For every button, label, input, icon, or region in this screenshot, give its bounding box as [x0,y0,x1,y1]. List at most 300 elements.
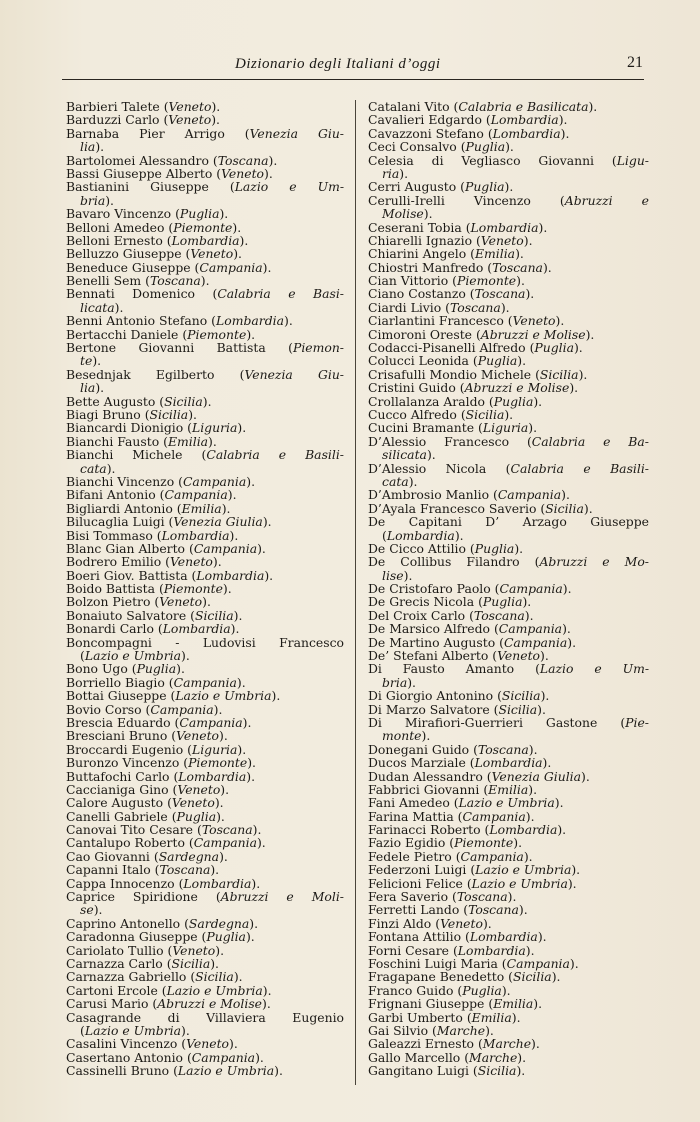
entry-line: Cucco Alfredo (Sicilia). [368,406,514,422]
entry-region: Campania [193,835,257,851]
directory-entry [66,622,344,635]
entry-line: Felicioni Felice (Lazio e Umbria). [368,875,577,891]
directory-entry [368,877,649,890]
entry-line: Bette Augusto (Sicilia). [66,393,212,409]
entry-line: Bigliardi Antonio (Emilia). [66,500,231,516]
entry-name: De Grecis Nicola [368,594,475,610]
entry-region: te [80,353,93,369]
entry-line: Bastianini Giuseppe (Lazio e Um- [66,179,345,195]
entry-region: Veneto [168,99,212,114]
directory-entry [368,890,649,903]
directory-entry [368,756,649,769]
entry-name: Buronzo Vincenzo [66,755,180,771]
entry-region: Veneto [172,942,216,958]
entry-name: Bavaro Vincenzo [66,206,172,222]
entry-line: Barduzzi Carlo (Veneto). [66,112,220,128]
directory-entry [66,863,344,876]
entry-line: Boeri Giov. Battista (Lombardia). [66,567,274,583]
directory-entry [66,636,344,663]
entry-line: Del Croix Carlo (Toscana). [368,607,534,623]
entry-line: Buronzo Vincenzo (Piemonte). [66,755,256,771]
directory-entry [368,354,649,367]
directory-entry [368,636,649,649]
entry-line: Besednjak Egilberto (Venezia Giu- [66,366,344,382]
entry-line: D’Alessio Francesco (Calabria e Ba- [368,433,649,449]
directory-entry [368,944,649,957]
entry-name: Carnazza Gabriello [66,969,187,985]
directory-entry [66,917,344,930]
entry-region: Campania [503,634,568,650]
entry-name: Ferretti Lando [368,902,460,918]
directory-entry [368,622,649,635]
entry-line: Ciarlantini Francesco (Veneto). [368,313,565,329]
directory-entry [368,247,649,260]
entry-name: Bianchi Vincenzo [66,473,175,489]
entry-line: Calore Augusto (Veneto). [66,795,224,811]
entry-region: Toscana [159,862,211,878]
entry-line: cata). [80,460,116,476]
entry-line: Ceserani Tobia (Lombardia). [368,219,548,235]
directory-entry [368,609,649,622]
entry-line: Crisafulli Mondio Michele (Sicilia). [368,366,588,382]
entry-line [368,515,649,528]
left-column [66,100,344,1078]
entry-name: Finzi Aldo [368,915,432,931]
directory-entry [66,595,344,608]
entry-region: Sicilia [194,607,234,623]
entry-name: Crisafulli Mondio Michele [368,366,532,382]
entry-line: Bennati Domenico (Calabria e Basi- [66,286,344,302]
directory-entry [66,930,344,943]
entry-line: Crollalanza Araldo (Puglia). [368,393,543,409]
entry-line: Bartolomei Alessandro (Toscana). [66,152,278,168]
entry-name: Belloni Ernesto [66,232,163,248]
entry-region: Sicilia [513,969,552,985]
entry-name: Colucci Leonida [368,353,469,369]
entry-name: Carusi Mario [66,996,149,1012]
entry-name: Ceci Consalvo [368,139,457,155]
entry-name: Boido Battista [66,581,155,597]
entry-name: Bassi Giuseppe Alberto [66,165,213,181]
directory-entry [66,783,344,796]
entry-region: Toscana [456,889,508,905]
entry-line: Bonaiuto Salvatore (Sicilia). [66,607,243,623]
entry-line: Caprino Antonello (Sardegna). [66,915,259,931]
entry-region: bria [80,192,106,208]
directory-entry [368,595,649,608]
entry-region: Toscana [201,822,253,838]
entry-region: Toscana [492,259,543,275]
directory-entry [368,716,649,743]
directory-entry [368,421,649,434]
entry-name: Casalini Vincenzo [66,1036,178,1052]
entry-name: Biagi Bruno [66,406,141,422]
entry-line [66,1011,344,1024]
entry-region: Piemon- [292,340,344,356]
entry-line: Caccianiga Gino (Veneto). [66,781,230,797]
entry-line: Benni Antonio Stefano (Lombardia). [66,313,293,329]
entry-region: Marche [469,1049,518,1065]
entry-line: Donegani Guido (Toscana). [368,741,538,757]
entry-name: Barnaba Pier Arrigo [66,125,225,141]
entry-region: Calabria e Basili- [206,447,344,463]
entry-line: Codacci-Pisanelli Alfredo (Puglia). [368,340,583,356]
entry-line: Cao Giovanni (Sardegna). [66,848,228,864]
directory-entry [66,1011,344,1038]
entry-name: Brescia Eduardo [66,714,171,730]
entry-line: Bono Ugo (Puglia). [66,661,185,677]
directory-entry [66,448,344,475]
directory-entry [66,890,344,917]
directory-entry [368,127,649,140]
entry-name: Bianchi Fausto [66,433,160,449]
entry-line: Canovai Tito Cesare (Toscana). [66,822,262,838]
entry-name: Frignani Giuseppe [368,996,485,1012]
entry-name: Bresciani Bruno [66,728,168,744]
entry-region: lia [80,380,96,396]
entry-region: Sicilia [195,969,234,985]
directory-entry [368,274,649,287]
entry-region: Abruzzi e Molise [157,996,263,1012]
entry-region: Veneto [168,112,212,128]
entry-region: Veneto [171,795,215,811]
entry-name: Cantalupo Roberto [66,835,185,851]
entry-name: Casertano Antonio [66,1049,183,1065]
entry-name: Del Croix Carlo [368,607,466,623]
directory-entry [66,247,344,260]
entry-name: Ceserani Tobia [368,219,462,235]
entry-line: Biagi Bruno (Sicilia). [66,406,197,422]
entry-region: Emilia [488,781,529,797]
entry-line: Bianchi Michele (Calabria e Basili- [66,447,344,463]
entry-line: Carusi Mario (Abruzzi e Molise). [66,996,271,1012]
directory-entry [368,395,649,408]
directory-entry [66,100,344,113]
entry-line: bria). [382,674,416,690]
directory-entry [66,113,344,126]
entry-name: Besednjak Egilberto [66,366,215,382]
entry-region: Pie- [625,714,649,730]
entry-name: Bette Augusto [66,393,156,409]
directory-entry [368,649,649,662]
directory-entry [368,703,649,716]
entry-name: Farina Mattia [368,808,454,824]
entry-line: Fera Saverio (Toscana). [368,889,517,905]
entry-name: Fera Saverio [368,889,449,905]
entry-line: Colucci Leonida (Puglia). [368,353,527,369]
entry-region: Sicilia [545,500,584,516]
directory-entry [368,997,649,1010]
entry-region: Puglia [462,982,502,998]
entry-name: Chiarini Angelo [368,246,467,262]
directory-entry [66,502,344,515]
directory-entry [66,154,344,167]
entry-name: D’Alessio Francesco [368,433,510,449]
directory-entry [368,743,649,756]
entry-name: Chiostri Manfredo [368,259,484,275]
entry-line: Ferretti Lando (Toscana). [368,902,528,918]
entry-name: Belloni Amedeo [66,219,165,235]
entry-line: licata). [80,299,124,315]
entry-name: Barbieri Talete [66,99,160,114]
entry-line: Belloni Amedeo (Piemonte). [66,219,242,235]
entry-name: Beneduce Giuseppe [66,259,191,275]
directory-entry [368,903,649,916]
directory-entry [66,408,344,421]
entry-name: Cian Vittorio [368,273,449,289]
entry-line: Farina Mattia (Campania). [368,808,535,824]
entry-region: Toscana [149,273,201,289]
directory-entry [368,957,649,970]
entry-name: Canelli Gabriele [66,808,168,824]
entry-region: Veneto [480,232,524,248]
entry-line: De’ Stefani Alberto (Veneto). [368,648,549,664]
entry-name: Cerri Augusto [368,179,457,195]
directory-entry [66,877,344,890]
entry-line: ria). [382,165,409,181]
entry-line: lia). [80,139,105,155]
entry-name: Bianchi Michele [66,447,183,463]
entry-name: Cucco Alfredo [368,406,457,422]
entry-region: Puglia [465,139,506,155]
entry-line: Finzi Aldo (Veneto). [368,915,492,931]
entry-region: Abruzzi e Molise [464,380,570,396]
entry-line: Chiarini Angelo (Emilia). [368,246,524,262]
entry-line: lia). [80,380,105,396]
entry-line: De Cristofaro Paolo (Campania). [368,581,572,597]
directory-entry [66,368,344,395]
directory-entry [66,341,344,368]
entry-region: Campania [173,674,237,690]
entry-region: Puglia [464,179,505,195]
entry-line: te). [80,353,102,369]
directory-entry [368,970,649,983]
entry-line: Cassinelli Bruno (Lazio e Umbria). [66,1063,283,1079]
entry-region: Lazio e Umbria [84,1022,182,1038]
entry-name: Borriello Biagio [66,674,165,690]
entry-region: Sicilia [539,366,579,382]
directory-entry [368,408,649,421]
entry-name: Fani Amedeo [368,795,450,811]
entry-line: Belluzzo Giuseppe (Veneto). [66,246,242,262]
entry-name: Benni Antonio Stefano [66,313,208,329]
directory-entry [66,435,344,448]
directory-entry [66,1064,344,1077]
entry-region: Abruzzi e Mo- [539,554,649,570]
entry-line: Fabbrici Giovanni (Emilia). [368,781,538,797]
directory-entry [368,180,649,193]
entry-region: Toscana [449,299,501,315]
entry-line: Bertone Giovanni Battista (Piemon- [66,340,344,356]
entry-region: Abruzzi e Moli- [220,889,344,905]
entry-line: Cerulli-Irelli Vincenzo (Abruzzi e [368,192,650,208]
entry-region: Sardegna [188,915,250,931]
entry-line: Bifani Antonio (Campania). [66,487,237,503]
entry-region: Veneto [159,594,203,610]
entry-name: Cerulli-Irelli Vincenzo [368,192,531,208]
entry-region: Veneto [177,781,221,797]
entry-name: Biancardi Dionigio [66,420,184,436]
entry-name: Benelli Sem [66,273,142,289]
entry-name: Bastianini Giuseppe [66,179,209,195]
entry-region: Liguria [191,420,238,436]
entry-region: Puglia [474,540,515,556]
entry-name: Bovio Corso [66,701,142,717]
entry-region: Sicilia [498,701,538,717]
directory-entry [66,970,344,983]
entry-name: Cucini Bramante [368,420,475,436]
entry-region: Lombardia [457,942,526,958]
directory-entry [368,328,649,341]
directory-entry [66,689,344,702]
entry-region: Lombardia [196,567,265,583]
entry-region: Sicilia [171,956,211,971]
entry-name: Cao Giovanni [66,848,150,864]
entry-name: Bodrero Emilio [66,554,162,570]
entry-line: silicata). [382,447,436,463]
entry-name: Carnazza Carlo [66,956,163,971]
directory-entry [368,1037,649,1050]
entry-region: Campania [179,714,243,730]
entry-line: Forni Cesare (Lombardia). [368,942,535,958]
directory-entry [368,850,649,863]
directory-entry [368,381,649,394]
entry-region: Campania [498,621,563,637]
directory-entry [368,1051,649,1064]
entry-region: Lombardia [161,527,230,543]
entry-name: Farinacci Roberto [368,822,481,838]
directory-entry [368,689,649,702]
directory-entry [66,944,344,957]
entry-line: Cantalupo Roberto (Campania). [66,835,266,851]
directory-entry [66,475,344,488]
entry-name: Barduzzi Carlo [66,112,160,128]
entry-region: Sicilia [501,688,541,704]
directory-entry [368,194,649,221]
entry-line: Carnazza Gabriello (Sicilia). [66,969,243,985]
directory-entry [368,314,649,327]
entry-region: Veneto [170,554,213,570]
entry-line: Biancardi Dionigio (Liguria). [66,420,247,436]
entry-region: Veneto [186,1036,230,1052]
entry-line: Cerri Augusto (Puglia). [368,179,514,195]
entry-name: Bonardi Carlo [66,621,154,637]
entry-name: Bigliardi Antonio [66,500,173,516]
entry-region: Piemonte [163,581,223,597]
directory-entry [368,234,649,247]
entry-line: lise). [382,567,413,583]
directory-entry [368,154,649,181]
entry-region: Emilia [493,996,534,1012]
entry-name: Casagrande di Villaviera Eugenio [66,1009,344,1025]
entry-line: Foschini Luigi Maria (Campania). [368,956,579,971]
entry-line: Cristini Guido (Abruzzi e Molise). [368,380,579,396]
entry-region: se [80,902,94,918]
entry-region: Lazio e Umbria [175,688,272,704]
directory-entry [66,1051,344,1064]
entry-region: Lazio e Umbria [475,862,572,878]
entry-region: Lazio e Um- [234,179,345,195]
entry-name: Gai Silvio [368,1022,429,1038]
entry-region: Marche [436,1022,486,1038]
entry-line: Bonardi Carlo (Lombardia). [66,621,240,637]
entry-name: Bartolomei Alessandro [66,152,209,168]
entry-region: Lombardia [492,125,561,141]
entry-line: Bresciani Bruno (Veneto). [66,728,228,744]
entry-region: Puglia [482,594,523,610]
entry-region: Puglia [136,661,177,677]
entry-region: Liguria [482,420,529,436]
entry-region: Piemonte [454,835,514,851]
entry-region: Piemonte [188,755,248,771]
entry-line: Broccardi Eugenio (Liguria). [66,741,247,757]
directory-entry [368,502,649,515]
entry-region: Veneto [176,728,220,744]
entry-line: Garbi Umberto (Emilia). [368,1009,521,1025]
entry-line: Beneduce Giuseppe (Campania). [66,259,272,275]
entry-region: Liguria [191,741,238,757]
entry-region: Toscana [468,902,519,918]
directory-entry [66,515,344,528]
entry-line: Di Marzo Salvatore (Sicilia). [368,701,546,717]
entry-line: Blanc Gian Alberto (Campania). [66,540,266,556]
entry-region: Veneto [512,313,556,329]
entry-region: Molise [382,206,424,222]
entry-line: Gai Silvio (Marche). [368,1022,494,1038]
entry-region: Lombardia [162,621,231,637]
entry-region: Ligu- [616,152,649,168]
entry-line: Molise). [382,206,433,222]
entry-region: Calabria e Basili- [510,460,649,476]
entry-line: Fragapane Benedetto (Sicilia). [368,969,561,985]
entry-region: Venezia Giulia [173,514,263,530]
entry-line: Federzoni Luigi (Lazio e Umbria). [368,862,581,878]
entry-line: (Lazio e Umbria). [80,648,190,664]
right-column [368,100,649,1078]
entry-region: ria [382,165,400,181]
entry-region: Campania [199,259,263,275]
entry-name: Blanc Gian Alberto [66,540,186,556]
entry-line: Borriello Biagio (Campania). [66,674,246,690]
entry-name: Bolzon Pietro [66,594,151,610]
entry-line: Gallo Marcello (Marche). [368,1049,527,1065]
entry-name: Gallo Marcello [368,1049,461,1065]
entry-line: Caprice Spiridione (Abruzzi e Moli- [66,889,344,905]
entry-region: lia [80,139,96,155]
entry-name: Ciarlantini Francesco [368,313,504,329]
entry-region: Piemonte [457,273,517,289]
directory-entry [66,729,344,742]
entry-line: Celesia di Vegliasco Giovanni (Ligu- [368,152,649,168]
entry-line: Canelli Gabriele (Puglia). [66,808,225,824]
entry-name: Gangitano Luigi [368,1063,469,1079]
entry-line: Casertano Antonio (Campania). [66,1049,264,1065]
entry-region: Puglia [206,929,246,945]
entry-name: De Martino Augusto [368,634,496,650]
entry-region: cata [80,460,107,476]
directory-entry [368,662,649,689]
entry-region: monte [382,728,422,744]
column-divider [355,100,356,1085]
entry-region: Toscana [474,286,526,302]
directory-entry [66,582,344,595]
entry-line: Fazio Egidio (Piemonte). [368,835,523,851]
directory-entry [66,676,344,689]
entry-region: Piemonte [173,219,233,235]
entry-region: Puglia [477,353,518,369]
entry-region: Campania [182,473,247,489]
entry-line: Cucini Bramante (Liguria). [368,420,538,436]
